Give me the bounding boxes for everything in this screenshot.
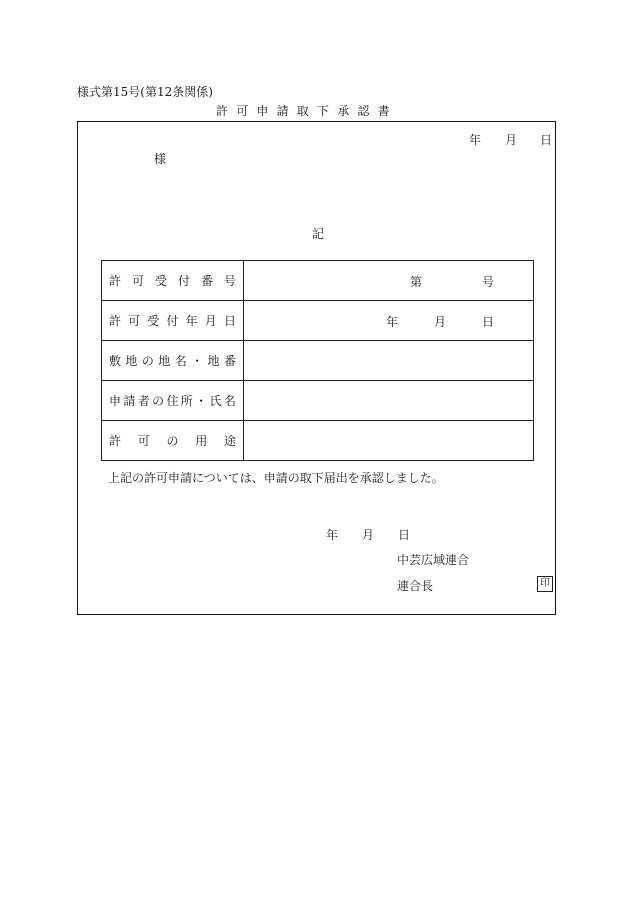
label-char: 地: [207, 354, 220, 368]
table-row: [102, 261, 534, 301]
issue-date-year: 年: [469, 133, 482, 147]
label-char: 地: [158, 354, 171, 368]
label-char: 者: [137, 394, 150, 408]
label-char: 許: [109, 314, 122, 328]
label-char: ・: [191, 354, 204, 368]
applicant-field[interactable]: [244, 381, 534, 421]
number-prefix: 第: [410, 275, 423, 289]
label-char: 所: [180, 394, 193, 408]
approval-date-year: 年: [326, 528, 339, 542]
number-suffix: 号: [482, 275, 495, 289]
issue-date-day: 日: [540, 133, 553, 147]
row-label: [102, 261, 244, 301]
label-char: 可: [128, 314, 141, 328]
label-char: 日: [223, 314, 236, 328]
permit-number-field[interactable]: [244, 261, 534, 301]
permit-purpose-field[interactable]: [244, 421, 534, 461]
document-title: 許可申請取下承認書: [216, 104, 398, 118]
date-month: 月: [434, 315, 447, 329]
row-label: [102, 421, 244, 461]
issue-date-month: 月: [505, 133, 518, 147]
addressee-suffix: 様: [154, 152, 167, 166]
label-char: 号: [223, 274, 236, 288]
record-table: [101, 260, 534, 461]
label-char: 住: [166, 394, 179, 408]
table-row: [102, 421, 534, 461]
label-char: の: [141, 354, 154, 368]
form-reference: 様式第15号(第12条関係): [77, 85, 213, 99]
row-label: [102, 301, 244, 341]
site-location-field[interactable]: [244, 341, 534, 381]
seal-stamp-icon: 印: [537, 576, 553, 592]
label-char: 申: [109, 394, 122, 408]
label-char: 請: [123, 394, 136, 408]
permit-date-field[interactable]: [244, 301, 534, 341]
date-year: 年: [386, 315, 399, 329]
organization-name: 中芸広域連合: [397, 553, 470, 567]
label-char: の: [166, 434, 179, 448]
label-char: 付: [166, 314, 179, 328]
label-char: 名: [223, 394, 236, 408]
label-char: 番: [223, 354, 236, 368]
label-char: 可: [131, 274, 144, 288]
label-char: 途: [223, 434, 236, 448]
label-char: 年: [185, 314, 198, 328]
row-label: [102, 381, 244, 421]
approval-statement: 上記の許可申請については、申請の取下届出を承認しました。: [108, 471, 444, 485]
label-char: の: [152, 394, 165, 408]
label-char: 受: [154, 274, 167, 288]
label-char: 氏: [209, 394, 222, 408]
label-char: 敷: [109, 354, 122, 368]
label-char: 月: [204, 314, 217, 328]
table-row: [102, 341, 534, 381]
approval-date-month: 月: [362, 528, 375, 542]
label-char: 用: [195, 434, 208, 448]
label-char: 可: [137, 434, 150, 448]
table-row: [102, 301, 534, 341]
table-row: [102, 381, 534, 421]
ki-heading: 記: [312, 227, 325, 241]
chairperson-title: 連合長: [397, 579, 434, 593]
label-char: 許: [109, 434, 122, 448]
label-char: ・: [195, 394, 208, 408]
label-char: 受: [147, 314, 160, 328]
label-char: 名: [174, 354, 187, 368]
label-char: 許: [109, 274, 122, 288]
label-char: 付: [177, 274, 190, 288]
label-char: 地: [125, 354, 138, 368]
label-char: 番: [200, 274, 213, 288]
approval-date-day: 日: [398, 528, 411, 542]
date-day: 日: [482, 315, 495, 329]
row-label: [102, 341, 244, 381]
